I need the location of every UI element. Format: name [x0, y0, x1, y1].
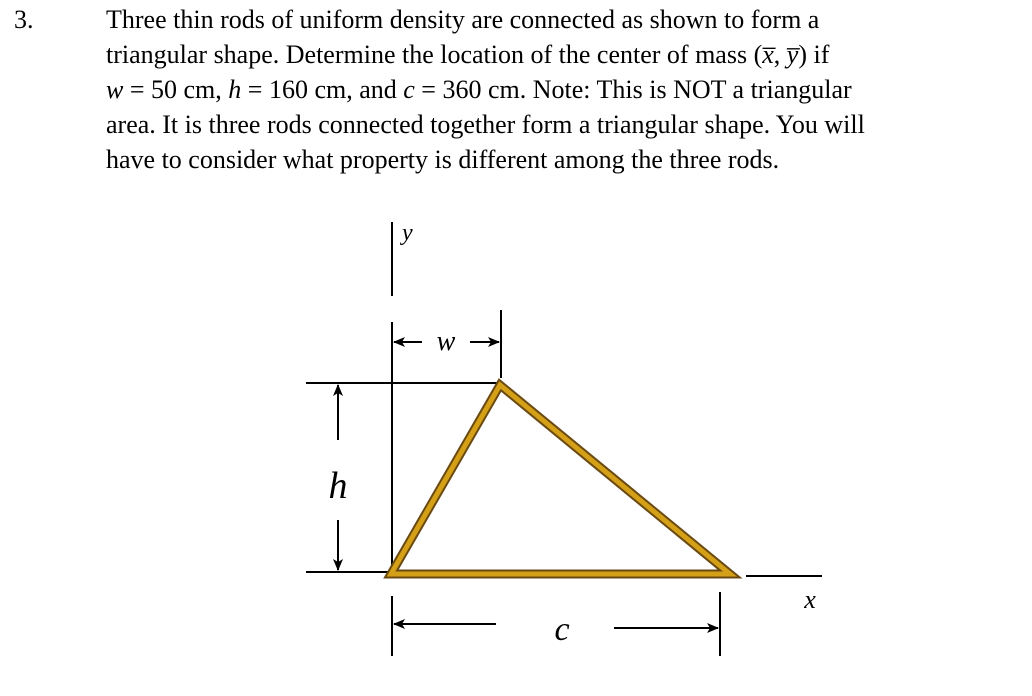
x-axis-label: x: [804, 585, 816, 614]
h-dimension-label: h: [328, 465, 348, 507]
c-symbol: c: [403, 75, 415, 104]
statement-line-1: Three thin rods of uniform density are connected as shown to form a: [106, 5, 820, 34]
w-symbol: w: [106, 75, 124, 104]
triangle-rods: [391, 385, 730, 574]
w-dimension-label: w: [436, 326, 456, 357]
c-dimension-label: c: [554, 611, 570, 648]
statement-line-4: area. It is three rods connected together form a triangular shape. You will: [106, 110, 865, 139]
statement-text: ,: [773, 40, 787, 69]
statement-text: triangular shape. Determine the location of the center of mass (: [106, 40, 763, 69]
y-axis-label: y: [402, 220, 413, 246]
h-symbol: h: [228, 75, 242, 104]
statement-line-5: have to consider what property is different among the three rods.: [106, 145, 780, 174]
statement-text: = 360 cm. Note: This is NOT a triangular: [414, 75, 852, 104]
problem-number: 3.: [14, 5, 34, 34]
statement-text: ) if: [798, 40, 830, 69]
statement-text: = 50 cm,: [123, 75, 229, 104]
y-bar-symbol: y̅: [786, 40, 799, 69]
statement-text: = 160 cm, and: [241, 75, 404, 104]
x-bar-symbol: x̅: [762, 40, 774, 69]
